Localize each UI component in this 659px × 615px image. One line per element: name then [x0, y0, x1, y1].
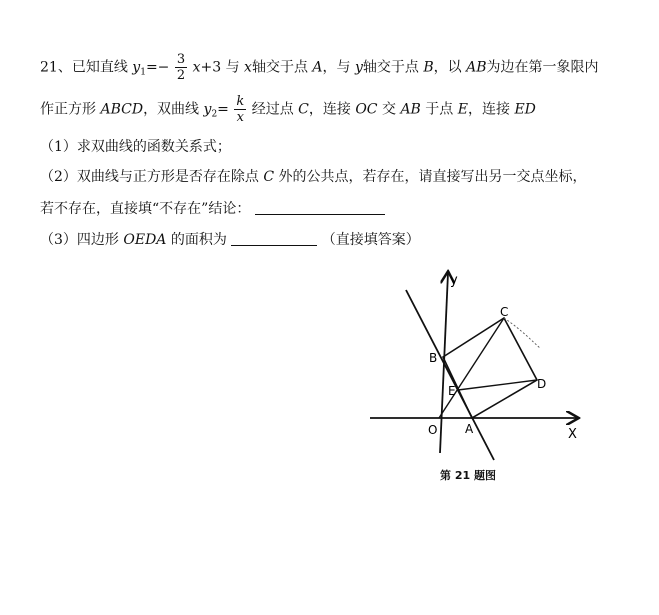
q2-point-C: C	[263, 169, 275, 185]
text-l2-g: ，连接	[467, 101, 510, 118]
label-O: O	[428, 423, 438, 437]
point-A: A	[312, 59, 323, 76]
var-y2: y	[203, 101, 212, 118]
label-C: C	[500, 305, 509, 319]
problem-line-2	[40, 94, 536, 125]
segment-ED: ED	[514, 101, 536, 118]
question-2-cont	[40, 198, 385, 218]
frac-k: k	[236, 94, 245, 109]
quad-OEDA: OEDA	[123, 232, 167, 248]
var-x-axis: x	[244, 59, 252, 76]
question-1	[40, 136, 231, 156]
text-l2-e: 交	[381, 101, 396, 118]
eq2: =	[217, 101, 229, 118]
q3-text-b: 的面积为	[170, 232, 227, 248]
label-E: E	[448, 384, 456, 398]
question-3	[40, 229, 420, 249]
text-plus3: +3 与	[200, 59, 240, 76]
label-x: X	[568, 427, 577, 442]
figure-caption: 第 21 题图	[440, 469, 496, 482]
square-ABCD: ABCD	[100, 101, 144, 118]
sub-2: 2	[211, 109, 218, 120]
problem-line-1	[40, 52, 599, 83]
answer-blank-q3[interactable]	[231, 245, 317, 246]
text-mid-a: 轴交于点	[251, 59, 308, 76]
text-mid-b: ，与	[322, 59, 351, 76]
text-l2-b: ，双曲线	[143, 101, 200, 118]
problem-number: 21、	[40, 59, 72, 76]
text-mid-e: 为边在第一象限内	[486, 59, 599, 76]
text-intro: 已知直线	[71, 59, 128, 76]
var-y1: y	[132, 59, 141, 76]
text-l2-a: 作正方形	[40, 101, 96, 118]
square-ABCD-shape	[443, 318, 537, 418]
label-B: B	[429, 351, 438, 365]
frac-x: x	[236, 110, 244, 125]
text-l2-c: 经过点	[251, 101, 294, 118]
line-y1	[406, 290, 494, 460]
fraction-k-x	[234, 94, 246, 125]
text-mid-d: ，以	[433, 59, 462, 76]
q2-text-a: （2）双曲线与正方形是否存在除点	[40, 169, 259, 185]
text-l2-d: ，连接	[308, 101, 351, 118]
segment-AB: AB	[466, 59, 487, 76]
frac-num: 3	[176, 52, 186, 67]
point-C: C	[298, 101, 309, 118]
eq-neg: =−	[145, 59, 170, 76]
label-D: D	[537, 377, 547, 391]
frac-den: 2	[176, 68, 186, 83]
q2-text-c: 若不存在，直接填“不存在”结论：	[40, 201, 251, 217]
answer-blank-q2[interactable]	[255, 214, 385, 215]
segment-ED-line	[458, 380, 537, 390]
fraction-3-2	[175, 52, 187, 83]
label-y: y	[450, 273, 458, 288]
point-B: B	[423, 59, 434, 76]
text-mid-c: 轴交于点	[362, 59, 419, 76]
segment-AB-2: AB	[400, 101, 421, 118]
q1-text: （1）求双曲线的函数关系式；	[40, 139, 231, 155]
var-x: x	[192, 59, 201, 76]
point-E: E	[457, 101, 468, 118]
label-A: A	[465, 422, 474, 436]
q2-text-b: 外的公共点，若存在，请直接写出另一交点坐标，	[278, 169, 587, 185]
text-l2-f: 于点	[425, 101, 454, 118]
question-2	[40, 166, 587, 186]
segment-OC: OC	[355, 101, 378, 118]
q3-text-c: （直接填答案）	[321, 232, 420, 248]
hyperbola-curve	[504, 318, 540, 348]
geometry-figure	[362, 268, 592, 463]
var-y-axis: y	[354, 59, 363, 76]
sub-1: 1	[140, 67, 146, 78]
q3-text-a: （3）四边形	[40, 232, 119, 248]
